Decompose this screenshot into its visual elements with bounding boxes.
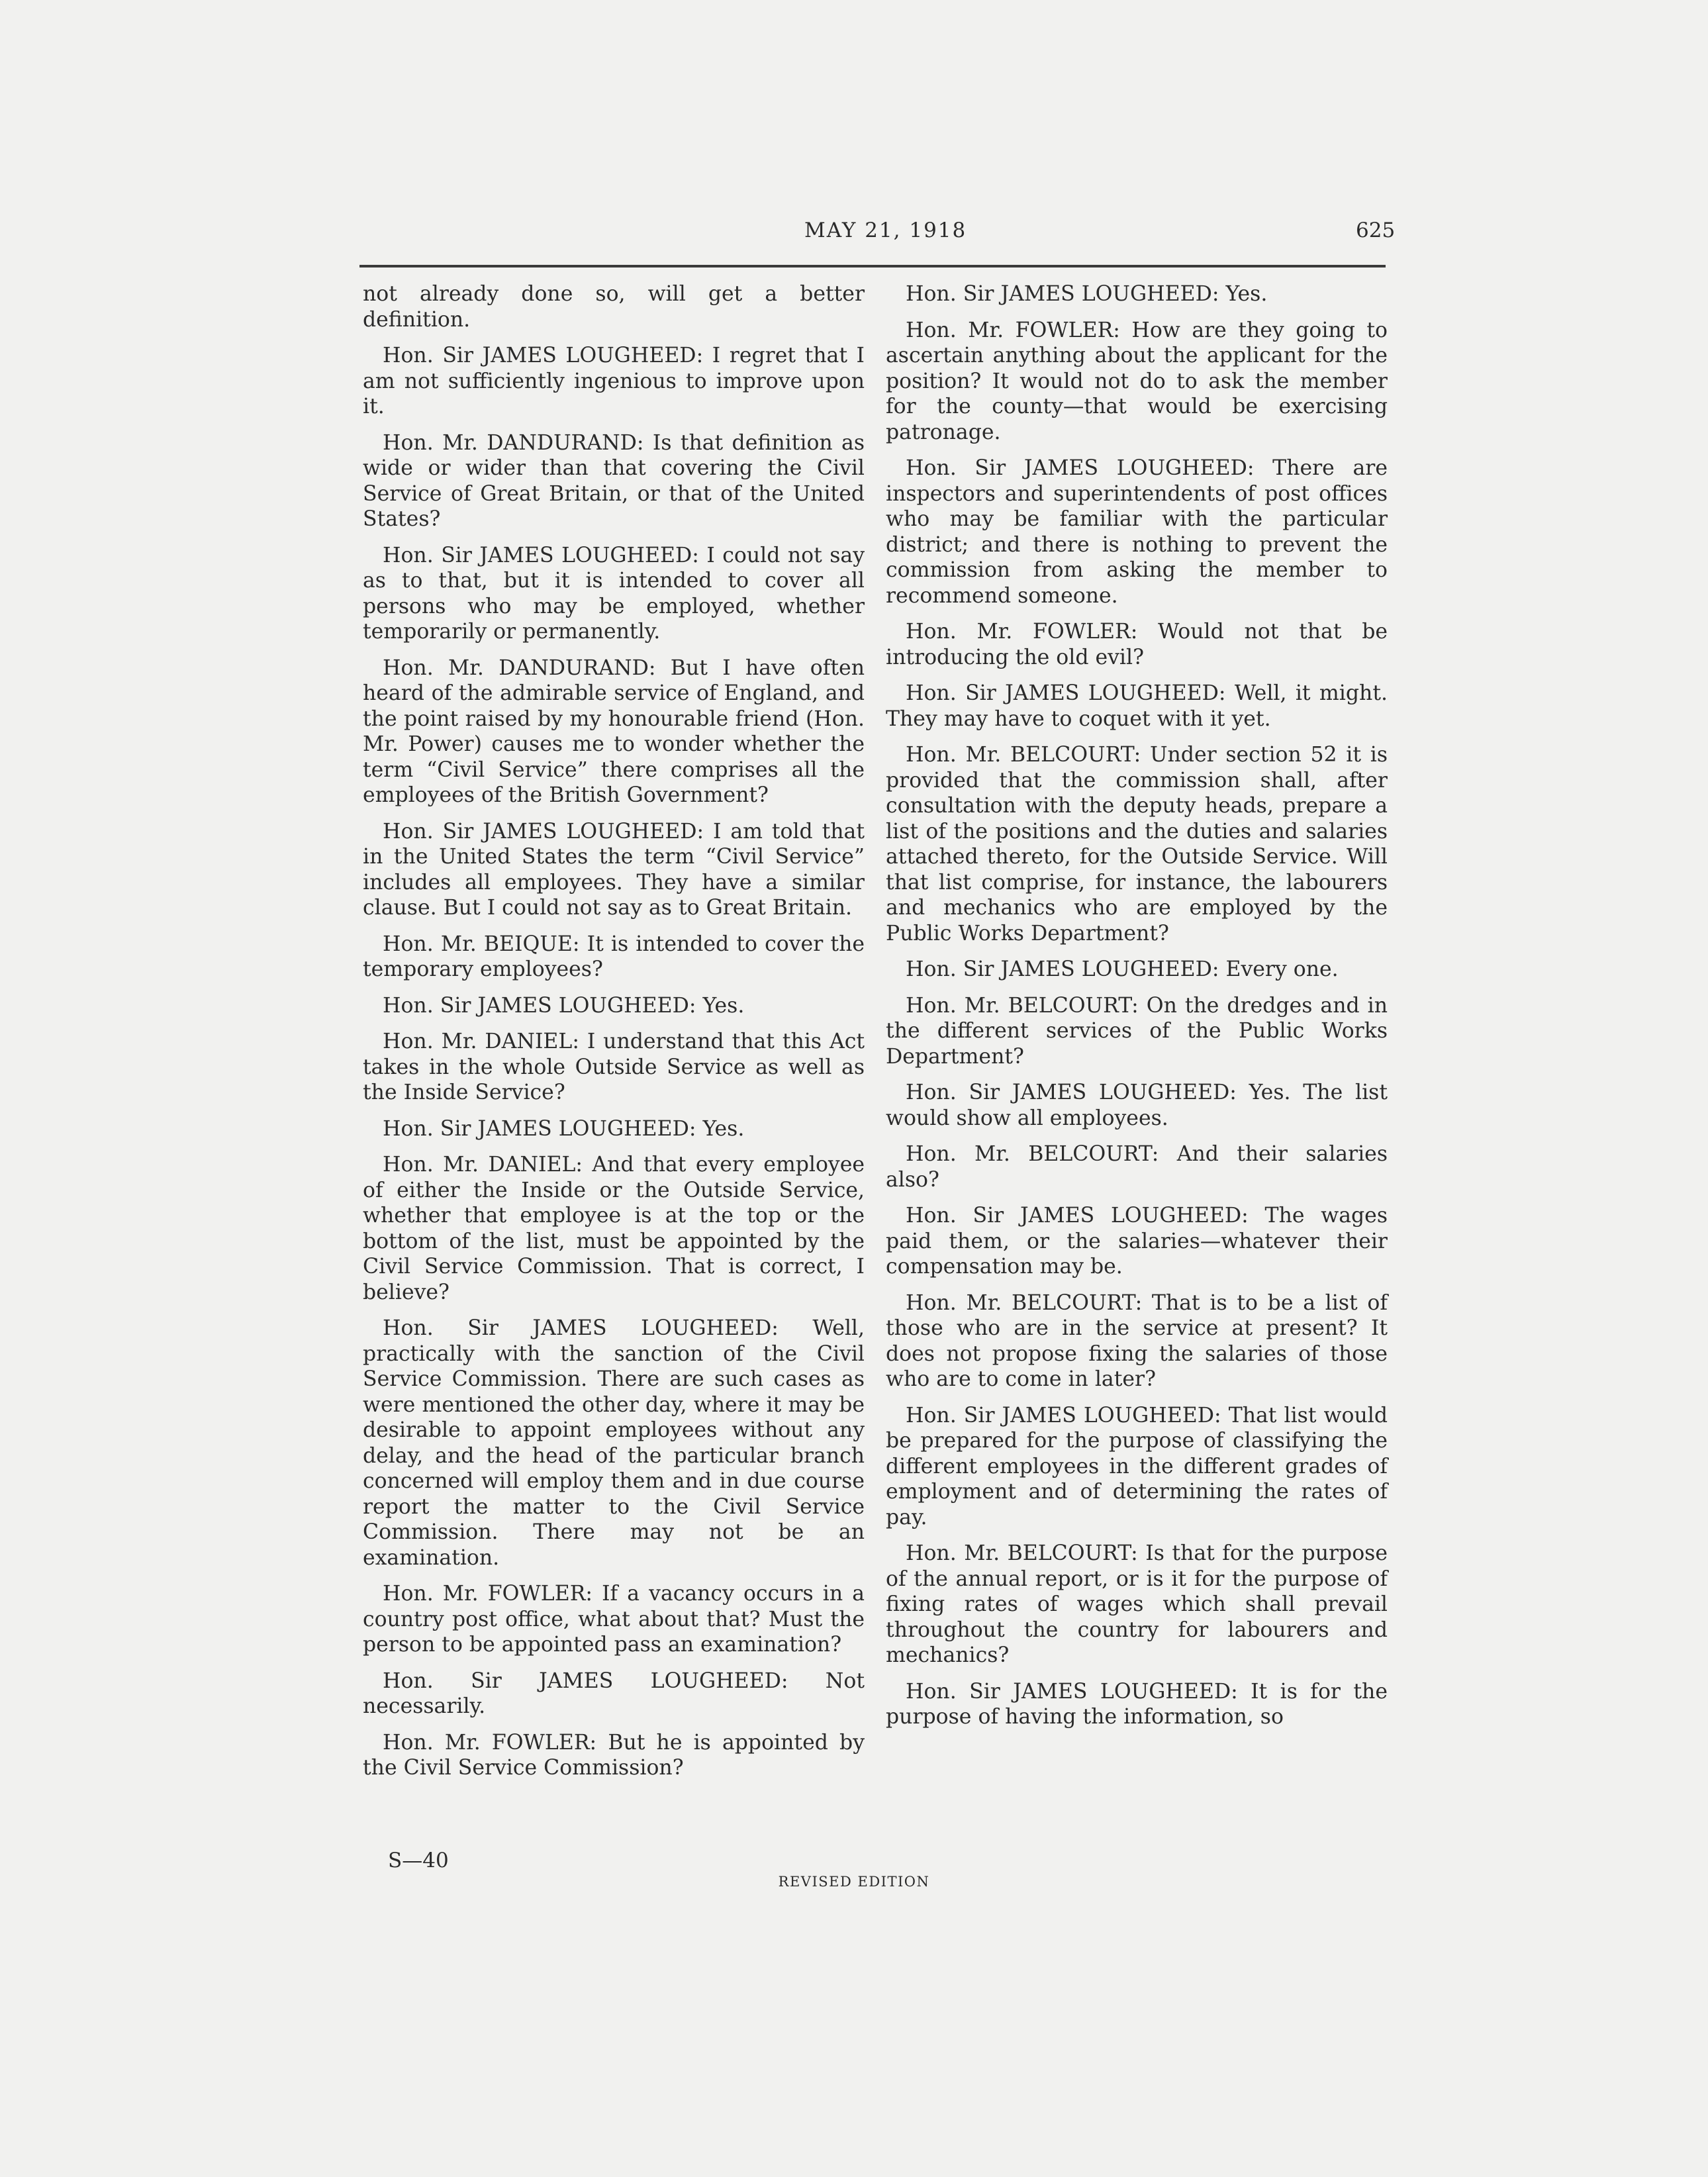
paragraph: Hon. Sir JAMES LOUGHEED: Yes. The list would show all employees. <box>886 1081 1388 1130</box>
paragraph: Hon. Mr. DANIEL: I understand that this Act takes in the whole Outside Service as well as the Inside Service? <box>363 1030 865 1104</box>
paragraph: Hon. Sir JAMES LOUGHEED: It is for the purpose of having the information, so <box>886 1679 1388 1729</box>
paragraph: Hon. Sir JAMES LOUGHEED: Well, practically with the sanction of the Civil Service Commission. There are such cases as were mentioned the other day, where it may be desirable to appoint employees without any delay, and the head of the particular branch concerned will employ them and in due course report the matter to the Civil Service Commission. There may not be an examination. <box>363 1316 865 1570</box>
paragraph: Hon. Sir JAMES LOUGHEED: There are inspectors and superintendents of post offices who may be familiar with the particular district; and there is nothing to prevent the commission from asking the member to recommend someone. <box>886 456 1388 608</box>
paragraph: Hon. Mr. BELCOURT: On the dredges and in the different services of the Public Works Department? <box>886 993 1388 1069</box>
paragraph: Hon. Sir JAMES LOUGHEED: Yes. <box>383 1116 745 1141</box>
paragraph: Hon. Mr. FOWLER: Would not that be introducing the old evil? <box>886 620 1388 669</box>
paragraph: Hon. Sir JAMES LOUGHEED: That list would be prepared for the purpose of classifying the different employees in the different grades of employment and of determining the rates of pay. <box>886 1403 1388 1529</box>
paragraph: Hon. Sir JAMES LOUGHEED: Well, it might. They may have to coquet with it yet. <box>886 681 1388 731</box>
paragraph: Hon. Mr. FOWLER: But he is appointed by the Civil Service Commission? <box>363 1730 865 1780</box>
paragraph: not already done so, will get a better definition. <box>363 282 865 332</box>
paragraph: Hon. Sir JAMES LOUGHEED: I regret that I am not sufficiently ingenious to improve upon it. <box>363 344 865 418</box>
paragraph: Hon. Mr. DANDURAND: Is that definition as wide or wider than that covering the Civil Service of Great Britain, or that of the United States? <box>363 430 865 531</box>
paragraph: Hon. Sir JAMES LOUGHEED: The wages paid them, or the salaries—whatever their compensation may be. <box>886 1204 1388 1279</box>
paragraph: Hon. Sir JAMES LOUGHEED: Yes. <box>906 282 1268 306</box>
page-date: MAY 21, 1918 <box>804 218 967 242</box>
paragraph: Hon. Sir JAMES LOUGHEED: Not necessarily. <box>363 1669 865 1718</box>
paragraph: Hon. Mr. BELCOURT: And their salaries also? <box>886 1142 1388 1192</box>
signature-mark: S—40 <box>388 1849 449 1872</box>
paragraph: Hon. Mr. FOWLER: If a vacancy occurs in a country post office, what about that? Must the person to be appointed pass an examination? <box>363 1582 865 1657</box>
paragraph: Hon. Sir JAMES LOUGHEED: I could not say as to that, but it is intended to cover all persons who may be employed, whether temporarily or permanently. <box>363 543 865 644</box>
paragraph: Hon. Sir JAMES LOUGHEED: I am told that in the United States the term “Civil Service” includes all employees. They have a similar clause. But I could not say as to Great Britain. <box>363 819 865 920</box>
right-column <box>886 281 1388 1741</box>
paragraph: Hon. Mr. DANIEL: And that every employee of either the Inside or the Outside Service, whether that employee is at the top or the bottom of the list, must be appointed by the Civil Service Commission. That is correct, I believe? <box>363 1153 865 1304</box>
paragraph: Hon. Mr. BELCOURT: Under section 52 it is provided that the commission shall, after consultation with the deputy heads, prepare a list of the positions and the duties and salaries attached thereto, for the Outside Service. Will that list comprise, for instance, the labourers and mechanics who are employed by the Public Works Department? <box>886 743 1388 945</box>
paragraph: Hon. Mr. BEIQUE: It is intended to cover the temporary employees? <box>363 932 865 981</box>
paragraph: Hon. Sir JAMES LOUGHEED: Yes. <box>383 993 745 1018</box>
left-column <box>363 281 865 1792</box>
header-rule <box>359 265 1386 267</box>
paragraph: Hon. Mr. BELCOURT: Is that for the purpose of the annual report, or is it for the purpose of fixing rates of wages which shall prevail throughout the country for labourers and mechanics? <box>886 1541 1388 1667</box>
paragraph: Hon. Mr. DANDURAND: But I have often heard of the admirable service of England, and the point raised by my honourable friend (Hon. Mr. Power) causes me to wonder whether the term “Civil Service” there comprises all the employees of the British Government? <box>363 655 865 807</box>
paragraph: Hon. Mr. BELCOURT: That is to be a list of those who are in the service at present? It does not propose fixing the salaries of those who are to come in later? <box>886 1290 1388 1391</box>
page-number: 625 <box>1356 218 1396 242</box>
paragraph: Hon. Sir JAMES LOUGHEED: Every one. <box>906 957 1339 981</box>
edition-label: REVISED EDITION <box>778 1874 930 1890</box>
paragraph: Hon. Mr. FOWLER: How are they going to ascertain anything about the applicant for the position? It would not do to ask the member for the county—that would be exercising patronage. <box>886 318 1388 444</box>
